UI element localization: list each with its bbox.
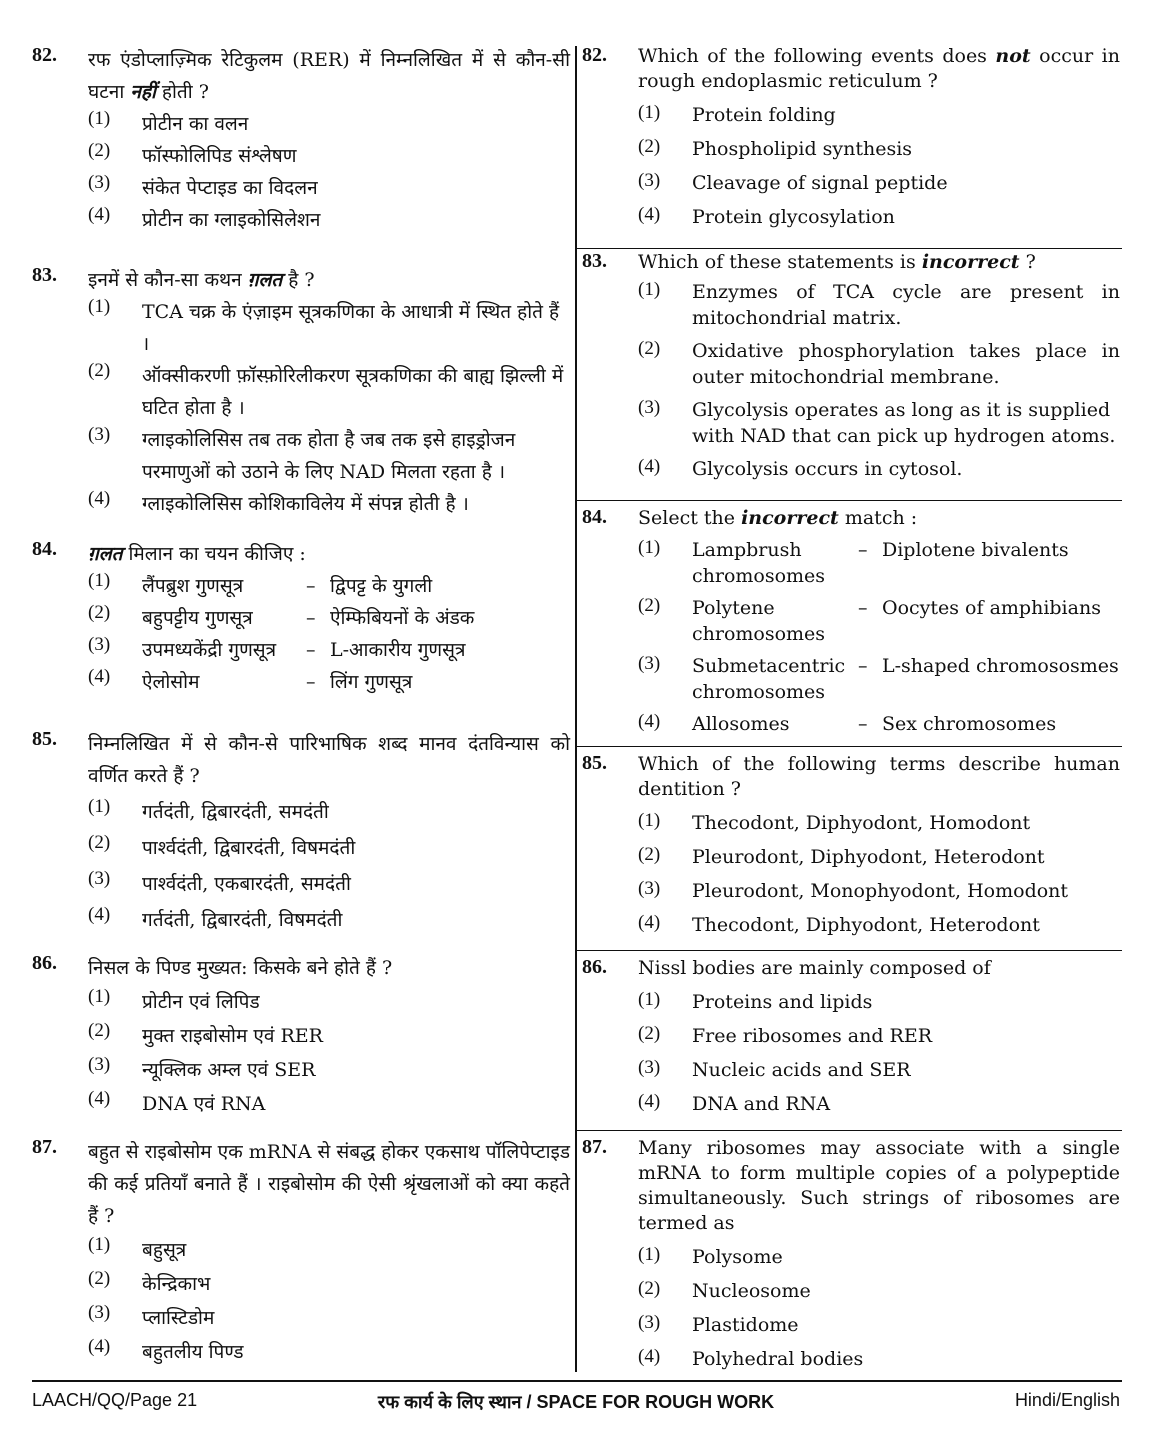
option: (3) ग्लाइकोलिसिस तब तक होता है जब तक इसे हाइड्रोजन परमाणुओं को उठाने के लिए NAD मिलता रहता है । <box>88 424 516 483</box>
question-number: 82. <box>582 44 607 66</box>
option: (4) Polyhedral bodies <box>638 1346 864 1370</box>
question-number: 85. <box>32 728 57 750</box>
option: (2) Phospholipid synthesis <box>638 136 913 160</box>
option: (3) Glycolysis operates as long as it is supplied with NAD that can pick up hydrogen atoms. <box>638 397 1116 447</box>
language-label: Hindi/English <box>1014 1390 1120 1410</box>
question-separator <box>577 950 1122 951</box>
option: (4) Glycolysis occurs in cytosol. <box>638 456 963 480</box>
question-87-english <box>582 1136 1120 1372</box>
option: (4) DNA एवं RNA <box>88 1088 266 1115</box>
question-83-english <box>582 250 1120 482</box>
question-text: Which of the following events does not occur in rough endoplasmic reticulum ? <box>638 45 1120 92</box>
question-text: Nissl bodies are mainly composed of <box>638 957 991 979</box>
options <box>88 108 570 236</box>
question-separator <box>577 500 1122 501</box>
option: (1) Proteins and lipids <box>638 989 873 1013</box>
options <box>88 986 570 1120</box>
option: (1) गर्तदंती, द्विबारदंती, समदंती <box>88 796 329 823</box>
question-number: 83. <box>32 264 57 286</box>
question-86-english <box>582 956 1120 1117</box>
match-options <box>638 537 1120 737</box>
option: (2) पार्श्वदंती, द्विबारदंती, विषमदंती <box>88 832 356 859</box>
question-text: Which of these statements is incorrect ? <box>638 251 1036 273</box>
question-84-english <box>582 506 1120 737</box>
column-divider <box>575 46 577 1372</box>
question-number: 86. <box>32 952 57 974</box>
match-options <box>88 570 570 698</box>
options <box>638 810 1120 938</box>
question-text: बहुत से राइबोसोम एक mRNA से संबद्ध होकर एकसाथ पॉलिपेप्टाइड की कई प्रतियाँ बनाते हैं । राइबोसोम की ऐसी श्रृंखलाओं को क्या कहते हैं ? <box>88 1141 570 1227</box>
option: (4) गर्तदंती, द्विबारदंती, विषमदंती <box>88 904 343 931</box>
option: (2) Nucleosome <box>638 1278 811 1302</box>
question-separator <box>577 1130 1122 1131</box>
option: (3) पार्श्वदंती, एकबारदंती, समदंती <box>88 868 351 895</box>
question-text: Select the incorrect match : <box>638 507 918 529</box>
option: (2) Free ribosomes and RER <box>638 1023 933 1047</box>
option: (1) Enzymes of TCA cycle are present in mitochondrial matrix. <box>638 279 1120 329</box>
option: (1) TCA चक्र के एंज़ाइम सूत्रकणिका के आधात्री में स्थित होते हैं । <box>88 296 560 355</box>
question-text: Which of the following terms describe human dentition ? <box>638 753 1120 800</box>
option: (2) केन्द्रिकाभ <box>88 1268 211 1295</box>
option: (1) Protein folding <box>638 102 836 126</box>
options <box>88 1234 570 1368</box>
option: (4) प्रोटीन का ग्लाइकोसिलेशन <box>88 204 321 231</box>
option: (1) Polysome <box>638 1244 783 1268</box>
option: (2) ऑक्सीकरणी फ़ॉस्फ़ोरिलीकरण सूत्रकणिका की बाह्य झिल्ली में घटित होता है । <box>88 360 564 419</box>
question-number: 82. <box>32 44 57 66</box>
question-85-english <box>582 752 1120 938</box>
option: (3) Plastidome <box>638 1312 799 1336</box>
question-text: ग़लत मिलान का चयन कीजिए : <box>88 543 306 565</box>
question-number: 84. <box>582 506 607 528</box>
question-85-hindi <box>32 728 570 936</box>
options <box>638 279 1120 482</box>
question-text: निम्नलिखित में से कौन-से पारिभाषिक शब्द मानव दंतविन्यास को वर्णित करते हैं ? <box>88 733 570 787</box>
option: (1) बहुसूत्र <box>88 1234 187 1261</box>
question-number: 83. <box>582 250 607 272</box>
match-row: (2) बहुपट्टीय गुणसूत्र – ऐम्फिबियनों के अंडक <box>88 602 475 629</box>
option: (3) संकेत पेप्टाइड का विदलन <box>88 172 318 199</box>
page-code: LAACH/QQ/Page 21 <box>32 1390 198 1410</box>
rough-work-label: रफ कार्य के लिए स्थान / SPACE FOR ROUGH WORK <box>377 1392 775 1412</box>
options <box>638 1244 1120 1372</box>
option: (3) Pleurodont, Monophyodont, Homodont <box>638 878 1069 902</box>
option: (4) ग्लाइकोलिसिस कोशिकाविलेय में संपन्न होती है । <box>88 488 469 515</box>
question-separator <box>577 248 1122 249</box>
option: (4) Thecodont, Diphyodont, Heterodont <box>638 912 1040 936</box>
question-number: 87. <box>582 1136 607 1158</box>
question-number: 87. <box>32 1136 57 1158</box>
match-row: (1) Lampbrush chromosomes – Diplotene bivalents <box>638 537 1069 587</box>
question-number: 85. <box>582 752 607 774</box>
question-separator <box>577 746 1122 747</box>
match-row: (1) लैंपब्रुश गुणसूत्र – द्विपट्ट के युगली <box>88 570 433 597</box>
option: (1) प्रोटीन एवं लिपिड <box>88 986 260 1013</box>
match-row: (4) ऐलोसोम – लिंग गुणसूत्र <box>88 666 413 693</box>
options <box>638 102 1120 230</box>
match-row: (3) Submetacentric chromosomes – L-shaped chromososmes <box>638 653 1119 703</box>
match-row: (3) उपमध्यकेंद्री गुणसूत्र – L-आकारीय गुणसूत्र <box>88 634 466 661</box>
option: (3) न्यूक्लिक अम्ल एवं SER <box>88 1054 316 1081</box>
question-83-hindi <box>32 264 570 520</box>
footer-rule <box>32 1380 1122 1382</box>
question-text: इनमें से कौन-सा कथन ग़लत है ? <box>88 269 315 291</box>
option: (1) Thecodont, Diphyodont, Homodont <box>638 810 1031 834</box>
options <box>88 296 570 520</box>
option: (2) मुक्त राइबोसोम एवं RER <box>88 1020 323 1047</box>
option: (2) फॉस्फोलिपिड संश्लेषण <box>88 140 297 167</box>
option: (2) Pleurodont, Diphyodont, Heterodont <box>638 844 1045 868</box>
option: (4) बहुतलीय पिण्ड <box>88 1336 244 1363</box>
options <box>88 796 570 936</box>
option: (1) प्रोटीन का वलन <box>88 108 249 135</box>
options <box>638 989 1120 1117</box>
question-text: निसल के पिण्ड मुख्यत: किसके बने होते हैं ? <box>88 957 393 979</box>
match-row: (2) Polytene chromosomes – Oocytes of amphibians <box>638 595 1101 645</box>
question-84-hindi <box>32 538 570 698</box>
question-number: 84. <box>32 538 57 560</box>
question-text: Many ribosomes may associate with a single mRNA to form multiple copies of a polypeptide simultaneously. Such strings of ribosomes are termed as <box>638 1137 1120 1234</box>
option: (4) DNA and RNA <box>638 1091 831 1115</box>
question-87-hindi <box>32 1136 570 1368</box>
match-row: (4) Allosomes – Sex chromosomes <box>638 711 1057 735</box>
option: (3) Cleavage of signal peptide <box>638 170 948 194</box>
question-82-hindi <box>32 44 570 236</box>
question-text: रफ एंडोप्लाज़्मिक रेटिकुलम (RER) में निम्नलिखित में से कौन-सी घटना नहीं होती ? <box>88 49 570 103</box>
option: (3) Nucleic acids and SER <box>638 1057 911 1081</box>
option: (2) Oxidative phosphorylation takes place in outer mitochondrial membrane. <box>638 338 1120 388</box>
question-number: 86. <box>582 956 607 978</box>
question-82-english <box>582 44 1120 230</box>
question-86-hindi <box>32 952 570 1120</box>
option: (3) प्लास्टिडोम <box>88 1302 215 1329</box>
option: (4) Protein glycosylation <box>638 204 895 228</box>
